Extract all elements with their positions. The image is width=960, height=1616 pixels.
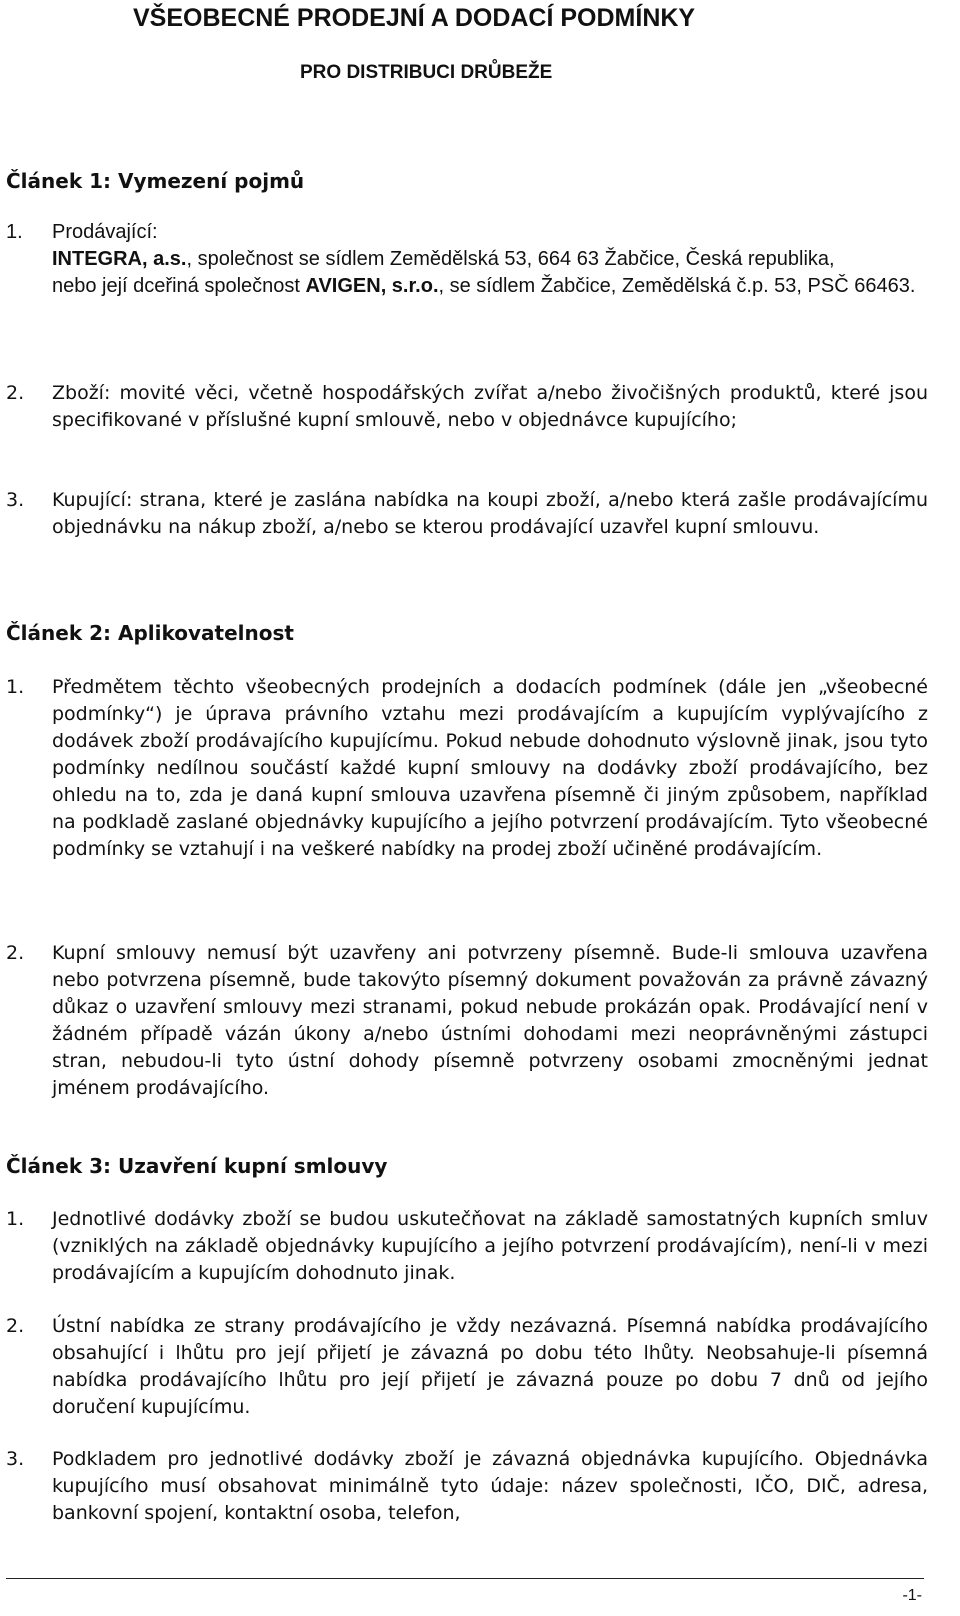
article-3-item-1	[6, 1206, 928, 1287]
item-number: 1.	[6, 221, 23, 243]
article-2-item-1	[6, 674, 928, 863]
article-1-item-1	[6, 219, 928, 300]
document-title: VŠEOBECNÉ PRODEJNÍ A DODACÍ PODMÍNKY	[133, 4, 696, 32]
article-2-item-2	[6, 940, 928, 1102]
article-1-item-3	[6, 487, 928, 541]
item-text: Jednotlivé dodávky zboží se budou uskutečňovat na základě samostatných kupních smluv (vzniklých na základě objednávky kupujícího a jejího potvrzení prodávajícím), není-li v mezi prodávajícím a kupujícím dohodnuto jinak.	[52, 1208, 928, 1284]
document-subtitle: PRO DISTRIBUCI DRŮBEŽE	[300, 62, 553, 83]
article-1-item-2	[6, 380, 928, 434]
seller-company-1	[52, 246, 928, 273]
page-number: -1-	[902, 1587, 922, 1604]
article-3-heading: Článek 3: Uzavření kupní smlouvy	[6, 1154, 388, 1178]
company-name: AVIGEN, s.r.o.	[305, 275, 439, 297]
footer-divider	[6, 1578, 924, 1579]
item-number: 1.	[6, 1208, 25, 1230]
company-prefix: nebo její dceřiná společnost	[52, 275, 306, 297]
article-3-item-2	[6, 1313, 928, 1421]
company-name: INTEGRA, a.s.	[52, 248, 187, 270]
item-text: Ústní nabídka ze strany prodávajícího je vždy nezávazná. Písemná nabídka prodávajícího obsahující i lhůtu pro její přijetí je závazná po dobu této lhůty. Neobsahuje-li písemná nabídka prodávajícího lhůtu pro její přijetí je závazná pouze po dobu 7 dnů od jejího doručení kupujícímu.	[52, 1315, 928, 1418]
item-text: Zboží: movité věci, včetně hospodářských zvířat a/nebo živočišných produktů, které jsou specifikované v příslušné kupní smlouvě, nebo v objednávce kupujícího;	[52, 382, 928, 431]
item-text: Podkladem pro jednotlivé dodávky zboží je závazná objednávka kupujícího. Objednávka kupujícího musí obsahovat minimálně tyto údaje: název společnosti, IČO, DIČ, adresa, bankovní spojení, kontaktní osoba, telefon,	[52, 1448, 928, 1524]
article-2-heading: Článek 2: Aplikovatelnost	[6, 621, 294, 645]
article-3-item-3	[6, 1446, 928, 1527]
article-1-heading: Článek 1: Vymezení pojmů	[6, 169, 305, 193]
item-number: 1.	[6, 676, 25, 698]
item-text: Kupní smlouvy nemusí být uzavřeny ani potvrzeny písemně. Bude-li smlouva uzavřena nebo potvrzena písemně, bude takovýto písemný dokument považován za právně závazný důkaz o uzavření smlouvy mezi stranami, pokud nebude prokázán opak. Prodávající není v žádném případě vázán úkony a/nebo ústními dohodami mezi neoprávněnými zástupci stran, nebudou-li tyto ústní dohody písemně potvrzeny osobami zmocněnými jednat jménem prodávajícího.	[52, 942, 928, 1099]
item-number: 2.	[6, 382, 25, 404]
item-number: 3.	[6, 1448, 25, 1470]
item-number: 2.	[6, 942, 25, 964]
item-number: 2.	[6, 1315, 25, 1337]
item-text: Kupující: strana, které je zaslána nabídka na koupi zboží, a/nebo která zašle prodávajícímu objednávku na nákup zboží, a/nebo se kterou prodávající uzavřel kupní smlouvu.	[52, 489, 928, 538]
company-address: , společnost se sídlem Zemědělská 53, 664 63 Žabčice, Česká republika,	[186, 248, 835, 270]
company-address: , se sídlem Žabčice, Zemědělská č.p. 53, PSČ 66463.	[438, 275, 916, 297]
item-text: Předmětem těchto všeobecných prodejních a dodacích podmínek (dále jen „všeobecné podmínky“) je úprava právního vztahu mezi prodávajícím a kupujícím vyplývajícího z dodávek zboží prodávajícího kupujícímu. Pokud nebude dohodnuto výslovně jinak, jsou tyto podmínky nedílnou součástí každé kupní smlouvy na dodávky zboží prodávajícího, bez ohledu na to, zda je daná kupní smlouva uzavřena písemně či jiným způsobem, například na podkladě zaslané objednávky kupujícího a jejího potvrzení prodávajícím. Tyto všeobecné podmínky se vztahují i na veškeré nabídky na prodej zboží učiněné prodávajícím.	[52, 676, 928, 860]
item-number: 3.	[6, 489, 25, 511]
seller-company-2	[52, 273, 928, 300]
item-label: Prodávající:	[52, 221, 158, 243]
